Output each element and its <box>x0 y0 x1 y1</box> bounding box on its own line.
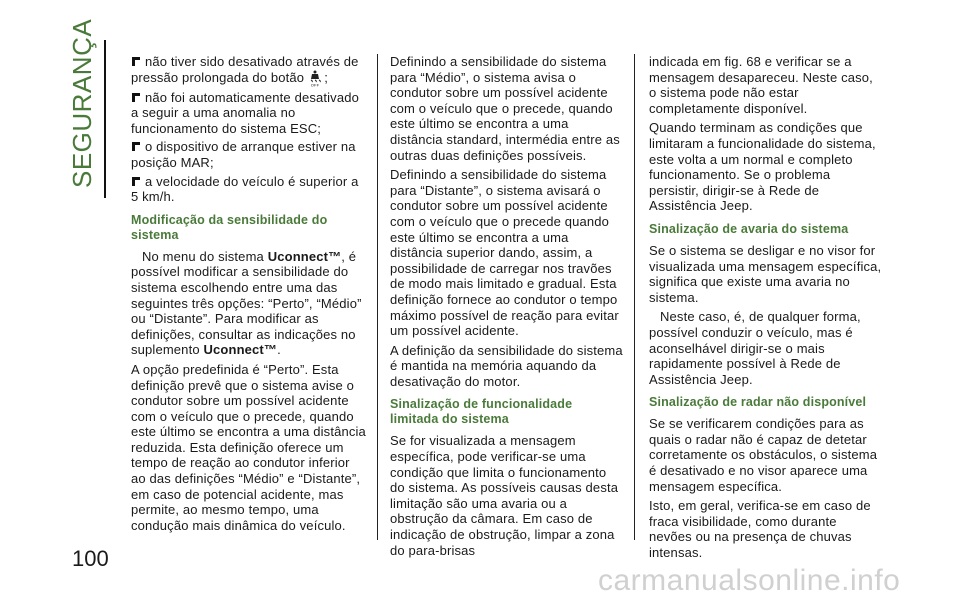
list-item: a velocidade do veículo é superior a 5 km/h. <box>131 173 359 205</box>
paragraph: Se for visualizada a mensagem específica, pode verificar-se uma condição que limita o funcionamento do sistema. As possíveis causas desta limitação são uma avaria ou a obstrução da câmara. Em caso de indicação de obstrução, limpar a zona do para-brisas <box>390 433 619 558</box>
list-item: o dispositivo de arranque estiver na posição MAR; <box>131 139 356 170</box>
column-divider-2 <box>634 54 635 540</box>
list-item: não foi automaticamente desativado a seguir a uma anomalia no funcionamento do sistema ESC; <box>131 89 359 136</box>
paragraph: Se o sistema se desligar e no visor for visualizada uma mensagem específica, significa que existe uma avaria no sistema. <box>649 242 882 305</box>
column-3 <box>649 54 883 565</box>
paragraph: Definindo a sensibilidade do sistema para “Distante”, o sistema avisará o condutor sobre um possível acidente com o veículo que o precede quando este último se encontra a uma distância superior dando, assim, a possibilidade de carregar nos travões de modo mais limitado e gradual. Esta definição fornece ao condutor o tempo máximo possível de reação para evitar um possível acidente. <box>390 167 619 339</box>
column-2 <box>390 54 624 562</box>
paragraph: Se se verificarem condições para as quais o radar não é capaz de detetar corretamente os obstáculos, o sistema é desativado e no visor aparece uma mensagem específica. <box>649 416 878 494</box>
paragraph: Quando terminam as condições que limitaram a funcionalidade do sistema, este volta a um normal e completo funcionamento. Se o problema persistir, dirigir-se à Rede de Assistência Jeep. <box>649 120 876 214</box>
bullet-icon <box>131 57 140 66</box>
section-tab-rule <box>104 40 106 198</box>
section-heading: Modificação da sensibilidade do sistema <box>131 212 328 242</box>
section-tab <box>67 18 118 190</box>
watermark: carmanualsonline.info <box>598 564 901 597</box>
paragraph: Neste caso, é, de qualquer forma, possível conduzir o veículo, mas é aconselhável dirigir-se o mais rapidamente possível à Rede de Assistência Jeep. <box>649 309 861 387</box>
svg-text:OFF: OFF <box>310 82 320 87</box>
list-item: não tiver sido desativado através de pressão prolongada do botão OFF ; <box>131 54 359 87</box>
paragraph: Isto, em geral, verifica-se em caso de fraca visibilidade, como durante nevões ou na presença de chuvas intensas. <box>649 498 871 561</box>
section-heading: Sinalização de radar não disponível <box>649 395 867 410</box>
paragraph: A definição da sensibilidade do sistema é mantida na memória aquando da desativação do motor. <box>390 342 623 389</box>
column-1 <box>131 54 367 537</box>
bullet-icon <box>131 177 140 186</box>
paragraph: indicada em fig. 68 e verificar se a mensagem desapareceu. Neste caso, o sistema pode não estar completamente disponível. <box>649 54 873 116</box>
bullet-icon <box>131 142 140 151</box>
section-heading: Sinalização de avaria do sistema <box>649 221 849 236</box>
section-heading: Sinalização de funcionalidade limitada do sistema <box>390 397 573 427</box>
page-number: 100 <box>72 546 109 571</box>
section-tab-label: SEGURANÇA <box>67 18 97 188</box>
paragraph: Definindo a sensibilidade do sistema para “Médio”, o sistema avisa o condutor sobre um possível acidente com o veículo que o precede, quando este último se encontra a uma distância standard, intermédia entre as outras duas definições possíveis. <box>390 54 620 163</box>
traction-control-off-icon <box>308 70 322 87</box>
paragraph: A opção predefinida é “Perto”. Esta definição prevê que o sistema avise o condutor sobre um possível acidente com o veículo que o precede, quando este último se encontra a uma distância reduzida. Esta definição oferece um tempo de reação ao condutor inferior ao das definições “Médio” e “Distante”, em caso de potencial acidente, mas permite, ao mesmo tempo, uma condução mais dinâmica do veículo. <box>131 361 366 533</box>
bullet-icon <box>131 93 140 102</box>
column-divider-1 <box>377 54 378 540</box>
paragraph: No menu do sistema Uconnect™, é possível modificar a sensibilidade do sistema escolhendo entre uma das seguintes três opções: “Perto”, “Médio” ou “Distante”. Para modificar as definições, consultar as indicações no suplemento Uconnect™. <box>131 248 362 358</box>
